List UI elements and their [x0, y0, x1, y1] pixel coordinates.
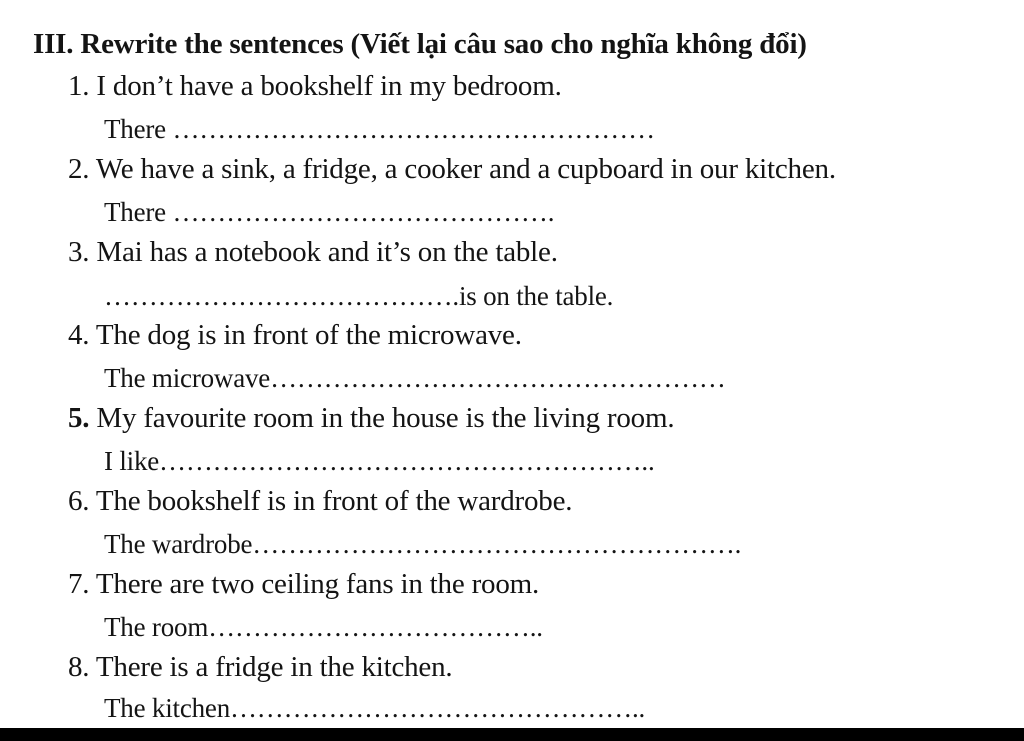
question-2: [68, 153, 836, 186]
answer-line-7: The room………………………………..: [104, 612, 543, 642]
question-text: The bookshelf is in front of the wardrobe.: [89, 485, 573, 517]
answer-line-5: I like………………………………………………..: [104, 446, 655, 476]
section-heading: III. Rewrite the sentences (Viết lại câu sao cho nghĩa không đổi): [33, 28, 807, 60]
question-text: The dog is in front of the microwave.: [89, 319, 522, 351]
question-number: 3.: [68, 236, 90, 268]
bottom-border: [0, 728, 1024, 741]
answer-line-6: The wardrobe……………………………………………….: [104, 529, 742, 559]
answer-line-8: The kitchen………………………………………..: [104, 693, 646, 723]
answer-line-2: There …………………………………….: [104, 197, 555, 227]
question-5: [68, 402, 674, 435]
question-number: 8.: [68, 651, 90, 683]
question-number: 7.: [68, 568, 90, 600]
question-text: My favourite room in the house is the living room.: [89, 402, 675, 434]
answer-line-1: There ………………………………………………: [104, 114, 655, 144]
question-7: [68, 568, 539, 601]
question-4: [68, 319, 522, 352]
question-text: There are two ceiling fans in the room.: [89, 568, 540, 600]
question-number: 4.: [68, 319, 90, 351]
question-text: I don’t have a bookshelf in my bedroom.: [89, 70, 562, 102]
question-number: 2.: [68, 153, 90, 185]
question-1: [68, 70, 562, 103]
question-number: 5.: [68, 402, 90, 434]
question-6: [68, 485, 572, 518]
answer-line-4: The microwave……………………………………………: [104, 363, 726, 393]
question-3: [68, 236, 558, 269]
question-text: We have a sink, a fridge, a cooker and a cupboard in our kitchen.: [89, 153, 836, 185]
question-number: 1.: [68, 70, 90, 102]
question-text: Mai has a notebook and it’s on the table.: [89, 236, 558, 268]
question-number: 6.: [68, 485, 90, 517]
answer-line-3: ………………………………….is on the table.: [104, 281, 614, 311]
question-8: [68, 651, 452, 684]
question-text: There is a fridge in the kitchen.: [89, 651, 453, 683]
